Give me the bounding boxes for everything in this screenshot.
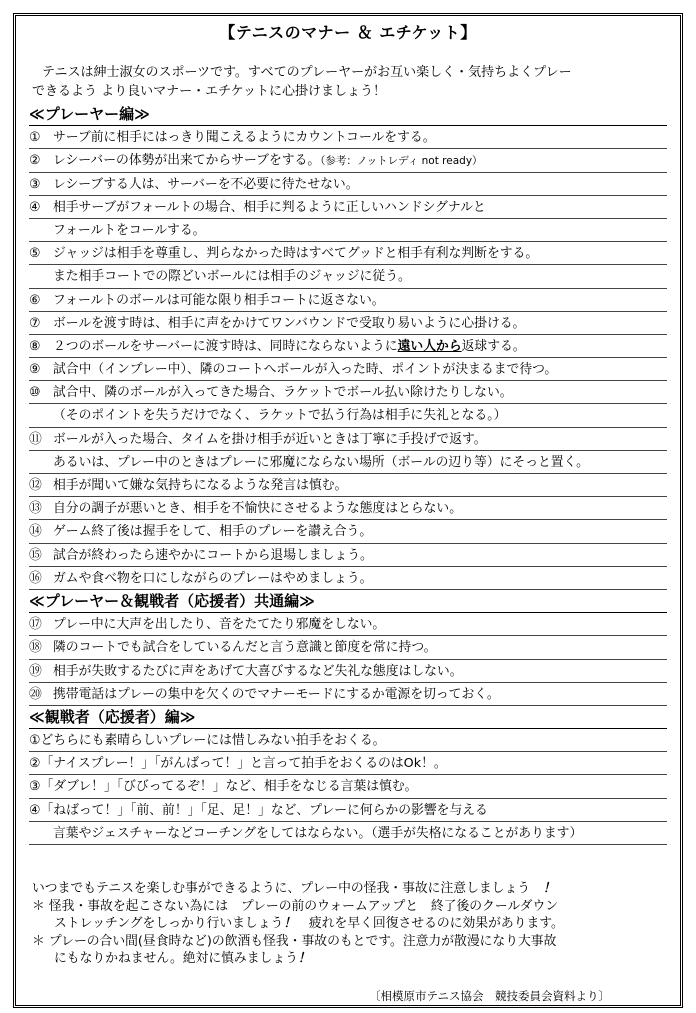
rule-text: ガムや食べ物を口にしながらのプレーはやめましょう。 xyxy=(53,570,373,586)
rule-number: ⑩ xyxy=(29,385,41,401)
rule-note: （参考：ノットレディ not ready） xyxy=(320,155,483,168)
rule-4-continued: フォールトをコールする。 xyxy=(29,219,667,242)
rule-10 xyxy=(29,381,667,404)
rule-number: ⑮ xyxy=(29,547,42,563)
rule-2 xyxy=(29,149,667,172)
rule-text: 試合中（インプレー中）、隣のコートへボールが入った時、ポイントが決まるまで待つ。 xyxy=(53,362,558,378)
rule-text: ゲーム終了後は握手をして、相手のプレーを讃え合う。 xyxy=(53,524,373,540)
page-title: 【テニスのマナー ＆ エチケット】 xyxy=(219,23,477,42)
rule-text: 自分の調子が悪いとき、相手を不愉快にさせるような態度はとらない。 xyxy=(53,501,462,517)
safety-notes xyxy=(32,880,662,968)
rule-13 xyxy=(29,497,667,520)
rule-number: ③ xyxy=(29,176,41,192)
exclamation-mark: ！ xyxy=(297,951,311,966)
rule-8 xyxy=(29,335,667,358)
rules-list xyxy=(29,103,667,845)
rule-text: ジャッジは相手を尊重し、判らなかった時はすべてグッドと相手有利な判断をする。 xyxy=(53,246,539,262)
spectator-rule-4-continued: 言葉やジェスチャーなどコーチングをしてはならない。（選手が失格になることがあります） xyxy=(29,822,667,845)
rule-14 xyxy=(29,520,667,543)
rule-11-continued: あるいは、プレー中のときはプレーに邪魔にならない場所（ボールの辺り等）にそっと置く。 xyxy=(29,451,667,474)
rule-number: ⑲ xyxy=(29,663,42,679)
rule-number: ⑫ xyxy=(29,478,42,493)
rule-number: ② xyxy=(29,153,41,169)
rule-text: フォールトのボールは可能な限り相手コートに返さない。 xyxy=(53,292,385,308)
rule-11 xyxy=(29,428,667,451)
rule-16 xyxy=(29,567,667,590)
rule-number: ④ xyxy=(29,199,41,215)
rule-number: ⑳ xyxy=(29,686,42,702)
rule-number: ① xyxy=(29,130,41,146)
rule-text: 相手が聞いて嫌な気持ちになるような発言は慎む。 xyxy=(53,478,348,493)
rule-number: ⑧ xyxy=(29,338,41,354)
spectator-rule-1: ①どちらにも素晴らしいプレーには惜しみない拍手をおくる。 xyxy=(29,729,667,752)
rule-text: プレー中に大声を出したり、音をたてたり邪魔をしない。 xyxy=(53,617,386,633)
rule-18 xyxy=(29,636,667,659)
rule-number: ⑪ xyxy=(29,431,42,447)
spectator-rule-3: ③「ダブレ！」「びびってるぞ！」など、相手をなじる言葉は慎む。 xyxy=(29,775,667,798)
safety-line-1 xyxy=(32,880,662,898)
safety-line-2: ＊ 怪我・事故を起こさない為には プレーの前のウォームアップと 終了後のクールダウン xyxy=(32,898,559,914)
rule-text: 試合中、隣のボールが入ってきた場合、ラケットでボール払い除けたりしない。 xyxy=(53,385,513,401)
rule-4 xyxy=(29,196,667,219)
section-player-heading: ≪プレーヤー編≫ xyxy=(29,103,667,126)
rule-3 xyxy=(29,173,667,196)
rule-12 xyxy=(29,474,667,497)
rule-7 xyxy=(29,312,667,335)
rule-text: 試合が終わったら速やかにコートから退場しましょう。 xyxy=(53,547,373,563)
safety-text: 疲れを早く回復させるのに効果があります。 xyxy=(308,916,564,931)
safety-text: いつまでもテニスを楽しむ事ができるように、プレー中の怪我・事故に注意しましょう xyxy=(32,881,531,896)
rule-17 xyxy=(29,613,667,636)
section-spectator-heading: ≪観戦者（応援者）編≫ xyxy=(29,706,667,729)
rule-number: ⑰ xyxy=(29,617,42,633)
rule-number: ⑨ xyxy=(29,362,41,378)
intro-line-2: できるよう より良いマナー・エチケットに心掛けましょう！ xyxy=(32,84,386,99)
rule-number: ⑥ xyxy=(29,292,41,308)
rule-5 xyxy=(29,242,667,265)
rule-text-end: 返球する。 xyxy=(461,338,526,354)
rule-5-continued: また相手コートでの際どいボールには相手のジャッジに従う。 xyxy=(29,265,667,288)
rule-text: レシーブする人は、サーバーを不必要に待たせない。 xyxy=(53,176,359,192)
rule-15 xyxy=(29,544,667,567)
exclamation-mark: ！ xyxy=(283,916,297,931)
spectator-rule-2: ②「ナイスプレー！」「がんばって！」と言って拍手をおくるのはOk！。 xyxy=(29,752,667,775)
rule-number: ⑭ xyxy=(29,524,42,540)
rule-text: 相手が失敗するたびに声をあげて大喜びするなど失礼な態度はしない。 xyxy=(53,663,463,679)
rule-text: ボールが入った場合、タイムを掛け相手が近いときは丁寧に手投げで返す。 xyxy=(53,431,487,447)
rule-number: ⑱ xyxy=(29,640,42,656)
rule-number: ⑦ xyxy=(29,315,41,331)
rule-20 xyxy=(29,683,667,706)
safety-text: ストレッチングをしっかり行いましょう xyxy=(54,916,284,931)
rule-6 xyxy=(29,289,667,312)
rule-text: 携帯電話はプレーの集中を欠くのでマナーモードにするか電源を切っておく。 xyxy=(53,686,500,702)
source-credit: 〔相模原市テニス協会 競技委員会資料より〕 xyxy=(368,989,610,1003)
safety-line-3 xyxy=(32,915,662,933)
safety-line-5 xyxy=(32,950,662,968)
rule-text: ボールを渡す時は、相手に声をかけてワンバウンドで受取り易いように心掛ける。 xyxy=(53,315,526,331)
rule-number: ⑤ xyxy=(29,246,41,262)
rule-10-continued: （そのポイントを失うだけでなく、ラケットで払う行為は相手に失礼となる。） xyxy=(29,404,667,427)
spectator-rule-4: ④「ねばって！」「前、前！」「足、足！」など、プレーに何らかの影響を与える xyxy=(29,799,667,822)
rule-1 xyxy=(29,126,667,149)
rule-text: サーブ前に相手にはっきり聞こえるようにカウントコールをする。 xyxy=(53,130,436,146)
safety-line-4: ＊ プレーの合い間(昼食時など)の飲酒も怪我・事故のもとです。注意力が散漫になり大事故 xyxy=(32,933,557,949)
rule-number: ⑬ xyxy=(29,501,42,517)
exclamation-mark: ！ xyxy=(542,881,556,896)
rule-text: ２つのボールをサーバーに渡す時は、同時にならないように xyxy=(53,338,398,354)
rule-text: レシーバーの体勢が出来てからサーブをする。 xyxy=(53,153,321,169)
intro-line-1: テニスは紳士淑女のスポーツです。すべてのプレーヤーがお互い楽しく・気持ちよくプレー xyxy=(42,65,572,80)
rule-9 xyxy=(29,358,667,381)
intro-paragraph xyxy=(32,63,662,101)
section-common-heading: ≪プレーヤー＆観戦者（応援者）共通編≫ xyxy=(29,590,667,613)
safety-text: にもなりかねません。絶対に慎みましょう xyxy=(54,951,298,966)
rule-text: 隣のコートでも試合をしているんだと言う意識と節度を常に持つ。 xyxy=(53,640,437,656)
rule-number: ⑯ xyxy=(29,570,42,586)
rule-emphasis: 遠い人から xyxy=(397,338,462,354)
rule-19 xyxy=(29,660,667,683)
rule-text: 相手サーブがフォールトの場合、相手に判るように正しいハンドシグナルと xyxy=(53,199,486,215)
